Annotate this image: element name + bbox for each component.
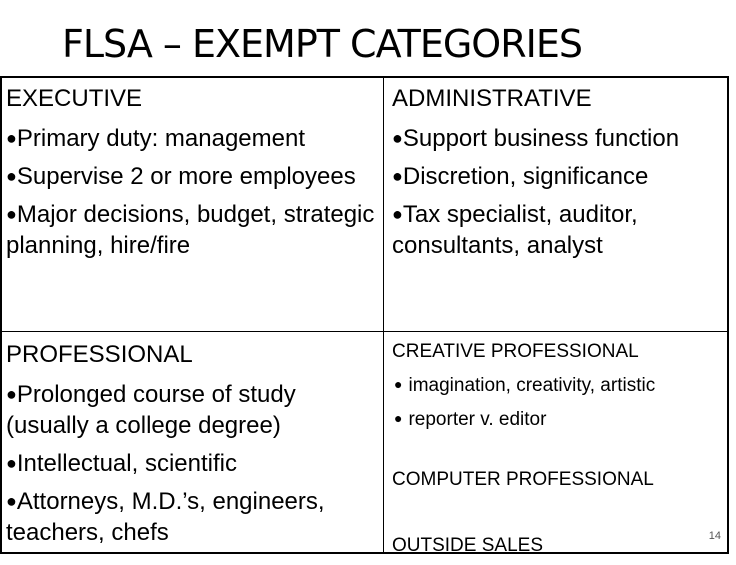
outside-sales-heading: OUTSIDE SALES — [392, 535, 543, 556]
computer-professional-heading: COMPUTER PROFESSIONAL — [392, 469, 654, 490]
professional-item: ●Prolonged course of study (usually a college degree) — [6, 381, 296, 439]
professional-cell — [2, 332, 384, 552]
professional-item: ●Attorneys, M.D.’s, engineers, teachers, chefs — [6, 488, 325, 546]
creative-item: ● imagination, creativity, artistic — [394, 375, 656, 396]
professional-heading: PROFESSIONAL — [6, 341, 193, 368]
bullet-icon: ● — [392, 204, 403, 224]
bullet-icon: ● — [6, 384, 17, 404]
administrative-cell — [384, 78, 727, 332]
categories-table — [0, 76, 729, 554]
bullet-icon: ● — [6, 453, 17, 473]
creative-professional-heading: CREATIVE PROFESSIONAL — [392, 341, 639, 362]
bullet-icon: ● — [392, 166, 403, 186]
bullet-icon: ● — [6, 128, 17, 148]
bullet-icon: ● — [392, 128, 403, 148]
administrative-item: ●Tax specialist, auditor, consultants, analyst — [392, 201, 638, 259]
bullet-icon: ● — [394, 376, 403, 392]
professional-item: ●Intellectual, scientific — [6, 450, 237, 477]
page-number: 14 — [708, 530, 721, 542]
administrative-item: ●Support business function — [392, 125, 680, 152]
other-categories-cell — [384, 332, 727, 556]
slide-title: FLSA – EXEMPT CATEGORIES — [62, 22, 582, 66]
executive-heading: EXECUTIVE — [6, 85, 143, 112]
executive-item: ●Primary duty: management — [6, 125, 305, 152]
executive-item: ●Supervise 2 or more employees — [6, 163, 356, 190]
administrative-item: ●Discretion, significance — [392, 163, 649, 190]
administrative-heading: ADMINISTRATIVE — [392, 85, 592, 112]
executive-cell — [2, 78, 384, 332]
bullet-icon: ● — [394, 410, 403, 426]
executive-item: ●Major decisions, budget, strategic planning, hire/fire — [6, 201, 375, 259]
bullet-icon: ● — [6, 204, 17, 224]
creative-item: ● reporter v. editor — [394, 409, 547, 430]
bullet-icon: ● — [6, 166, 17, 186]
bullet-icon: ● — [6, 491, 17, 511]
